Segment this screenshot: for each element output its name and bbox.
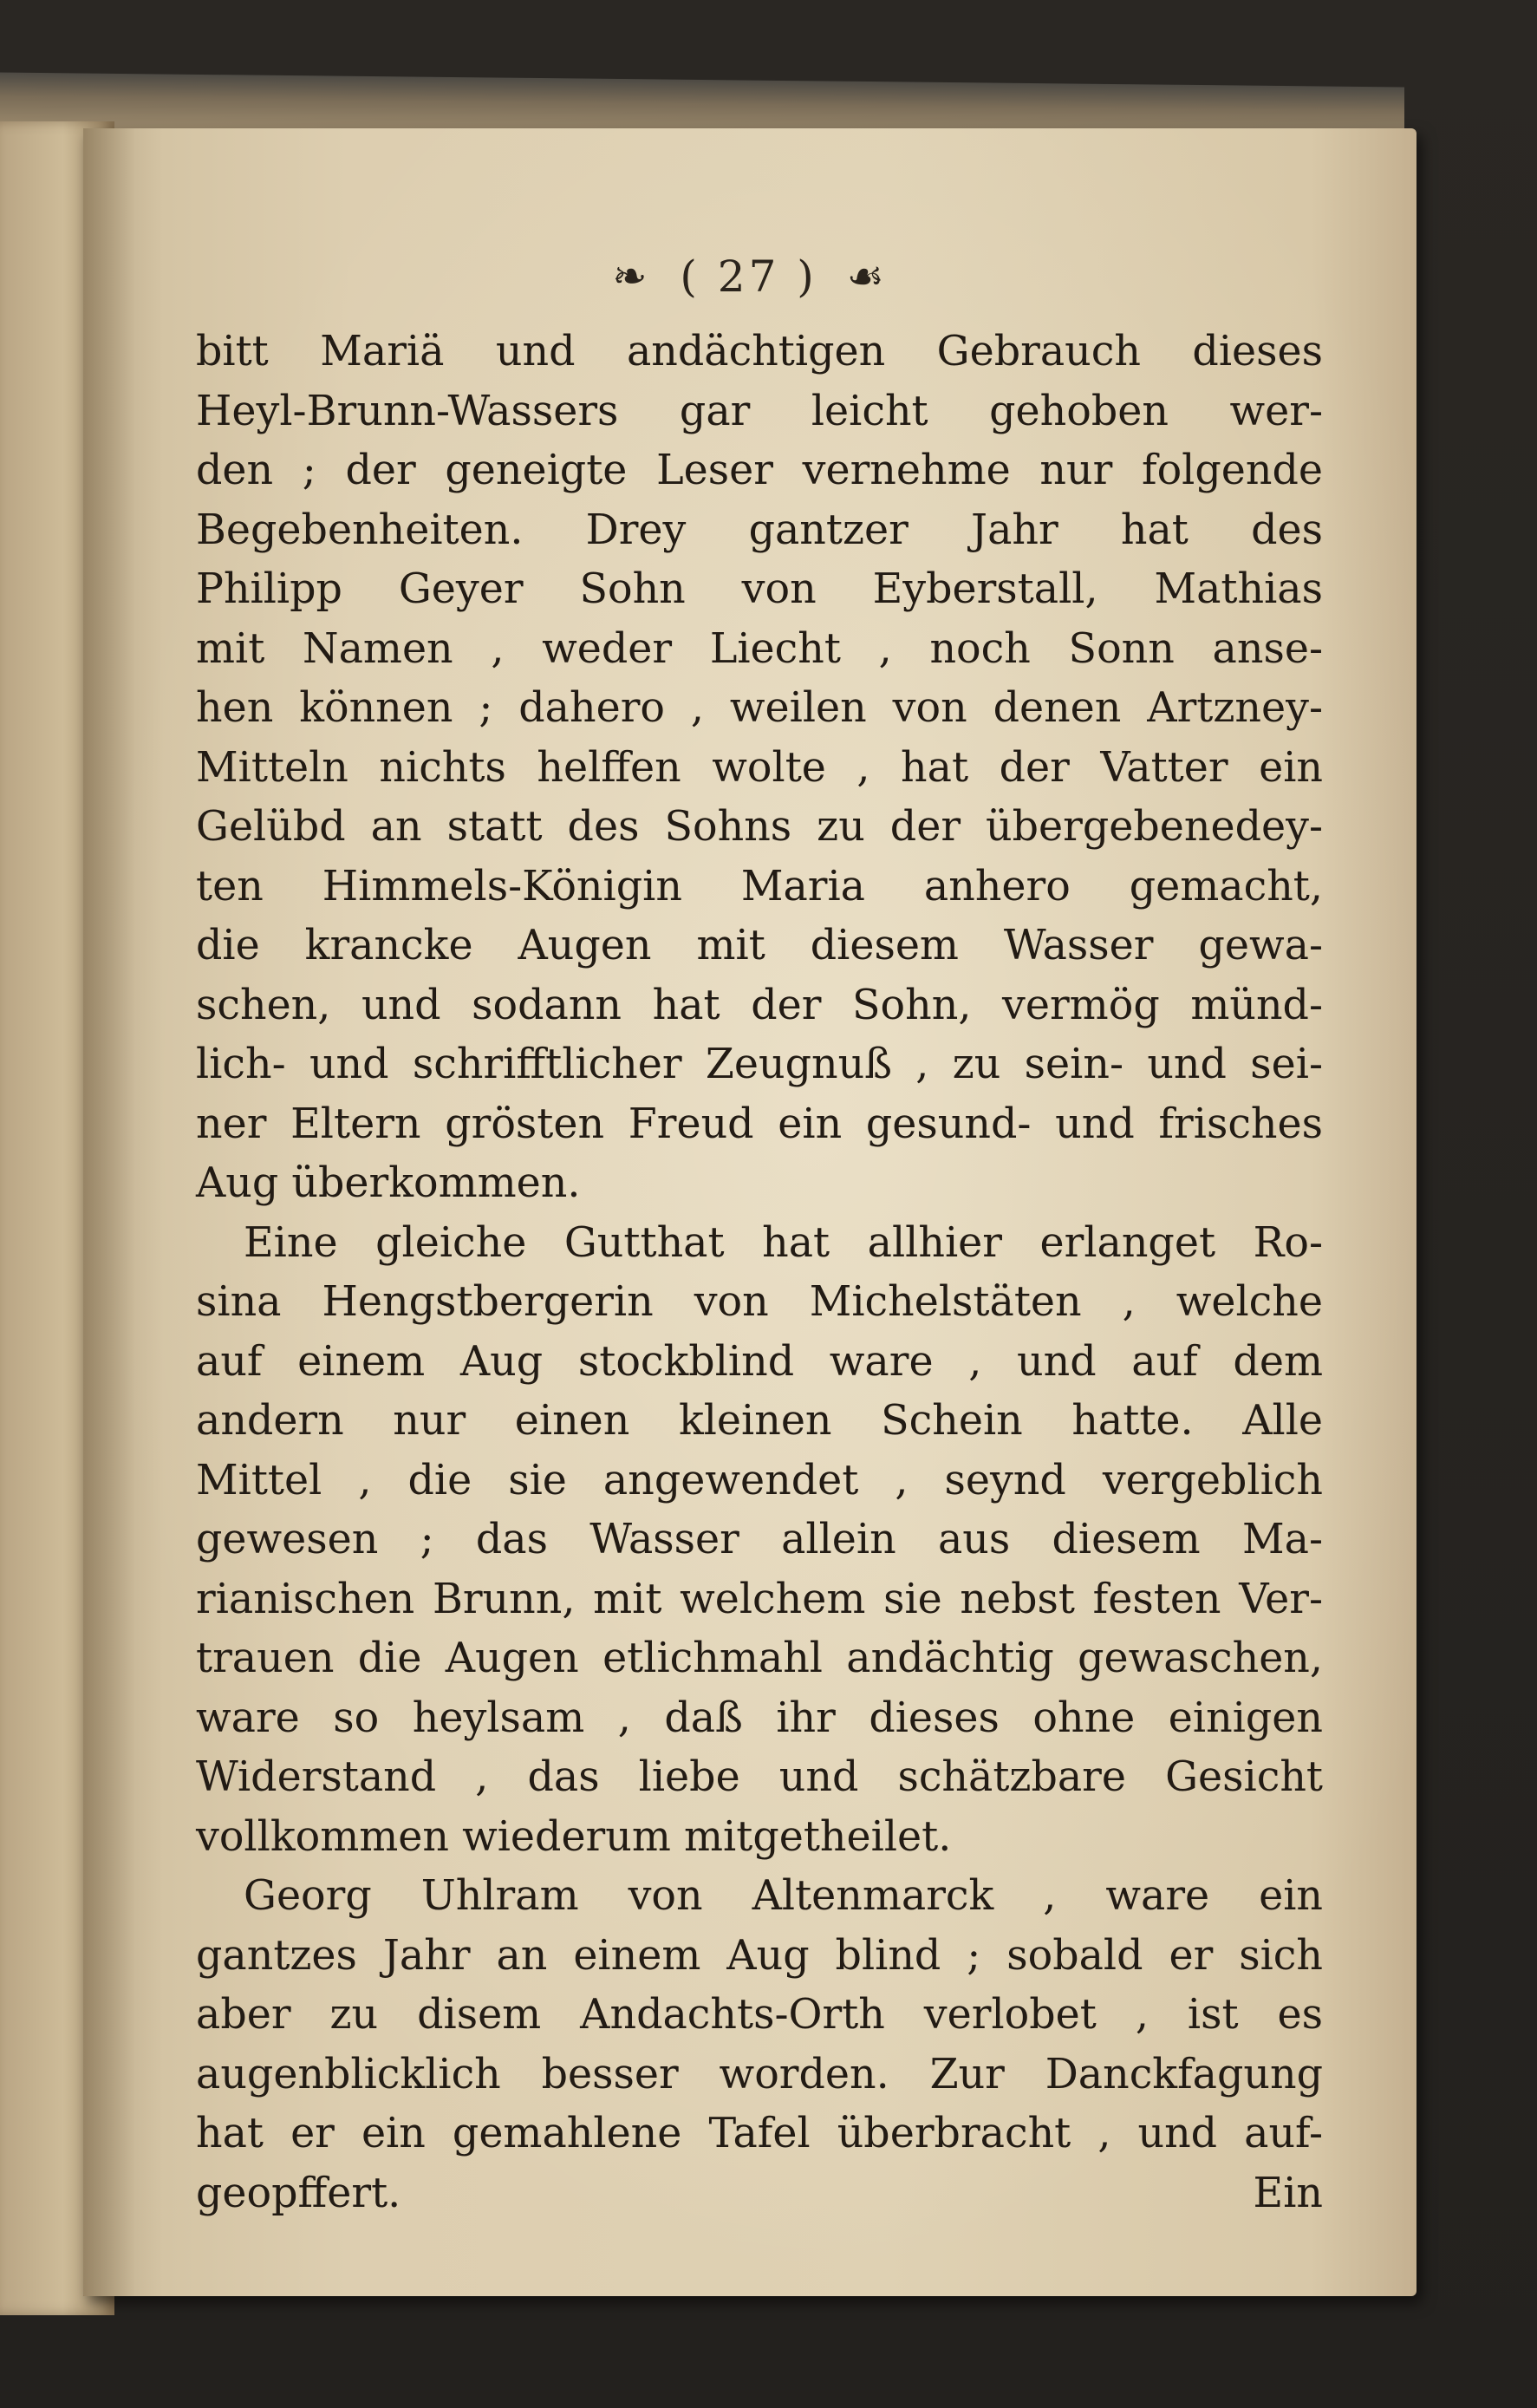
- text-line: andern nur einen kleinen Schein hatte. Alle: [196, 1397, 1323, 1445]
- text-line: hen können ; dahero , weilen von denen Artzney-: [196, 684, 1323, 732]
- text-line: auf einem Aug stockblind ware , und auf dem: [196, 1337, 1323, 1386]
- page-gutter-shadow: [83, 128, 135, 2296]
- text-line: die krancke Augen mit diesem Wasser gewa-: [196, 922, 1323, 969]
- text-line: rianischen Brunn, mit welchem sie nebst festen Ver-: [196, 1575, 1323, 1623]
- text-line: Widerstand , das liebe und schätzbare Gesicht: [196, 1753, 1323, 1801]
- paragraph-end-line: Aug überkommen.: [196, 1159, 581, 1207]
- last-line-text: geopffert.: [196, 2169, 401, 2217]
- paragraph-start-line: Georg Uhlram von Altenmarck , ware ein: [244, 1872, 1323, 1920]
- left-ornament-icon: ❧: [612, 252, 651, 301]
- text-line: gewesen ; das Wasser allein aus diesem Ma-: [196, 1516, 1323, 1563]
- text-line: Mitteln nichts helffen wolte , hat der Vatter ein: [196, 743, 1323, 792]
- paragraph-end-line: vollkommen wiederum mitgetheilet.: [196, 1812, 952, 1861]
- text-line: ten Himmels-Königin Maria anhero gemacht,: [196, 862, 1323, 910]
- page-header: [83, 248, 1417, 302]
- text-line: Begebenheiten. Drey gantzer Jahr hat des: [196, 506, 1323, 554]
- text-line: Mittel , die sie angewendet , seynd vergeblich: [196, 1456, 1323, 1504]
- paragraph-start-line: Eine gleiche Gutthat hat allhier erlanget Ro-: [244, 1218, 1323, 1267]
- text-line: augenblicklich besser worden. Zur Danckfagung: [196, 2050, 1323, 2098]
- text-line: ware so heylsam , daß ihr dieses ohne einigen: [196, 1693, 1323, 1742]
- page-number: ( 27 ): [680, 251, 817, 302]
- text-line: hat er ein gemahlene Tafel überbracht , und auf-: [196, 2110, 1323, 2157]
- text-line: trauen die Augen etlichmahl andächtig gewaschen,: [196, 1635, 1323, 1682]
- text-line: ner Eltern grösten Freud ein gesund- und frisches: [196, 1100, 1323, 1148]
- book-page: [83, 128, 1417, 2296]
- text-line: schen, und sodann hat der Sohn, vermög münd-: [196, 981, 1323, 1029]
- text-line: aber zu disem Andachts-Orth verlobet , ist es: [196, 1991, 1323, 2039]
- final-line: [196, 2164, 1323, 2224]
- catchword: Ein: [1253, 2169, 1323, 2217]
- text-line: Heyl-Brunn-Wassers gar leicht gehoben wer-: [196, 387, 1323, 435]
- text-line: gantzes Jahr an einem Aug blind ; sobald er sich: [196, 1931, 1323, 1980]
- text-line: lich- und schrifftlicher Zeugnuß , zu sein- und sei-: [196, 1041, 1323, 1088]
- text-line: Philipp Geyer Sohn von Eyberstall, Mathias: [196, 565, 1323, 613]
- text-line: Gelübd an statt des Sohns zu der übergebenedey-: [196, 803, 1323, 851]
- text-line: sina Hengstbergerin von Michelstäten , welche: [196, 1278, 1323, 1326]
- right-ornament-icon: ☙: [846, 252, 888, 301]
- body-text: [196, 323, 1323, 2223]
- text-line: mit Namen , weder Liecht , noch Sonn anse-: [196, 624, 1323, 673]
- text-line: bitt Mariä und andächtigen Gebrauch dieses: [196, 328, 1323, 375]
- text-line: den ; der geneigte Leser vernehme nur folgende: [196, 447, 1323, 494]
